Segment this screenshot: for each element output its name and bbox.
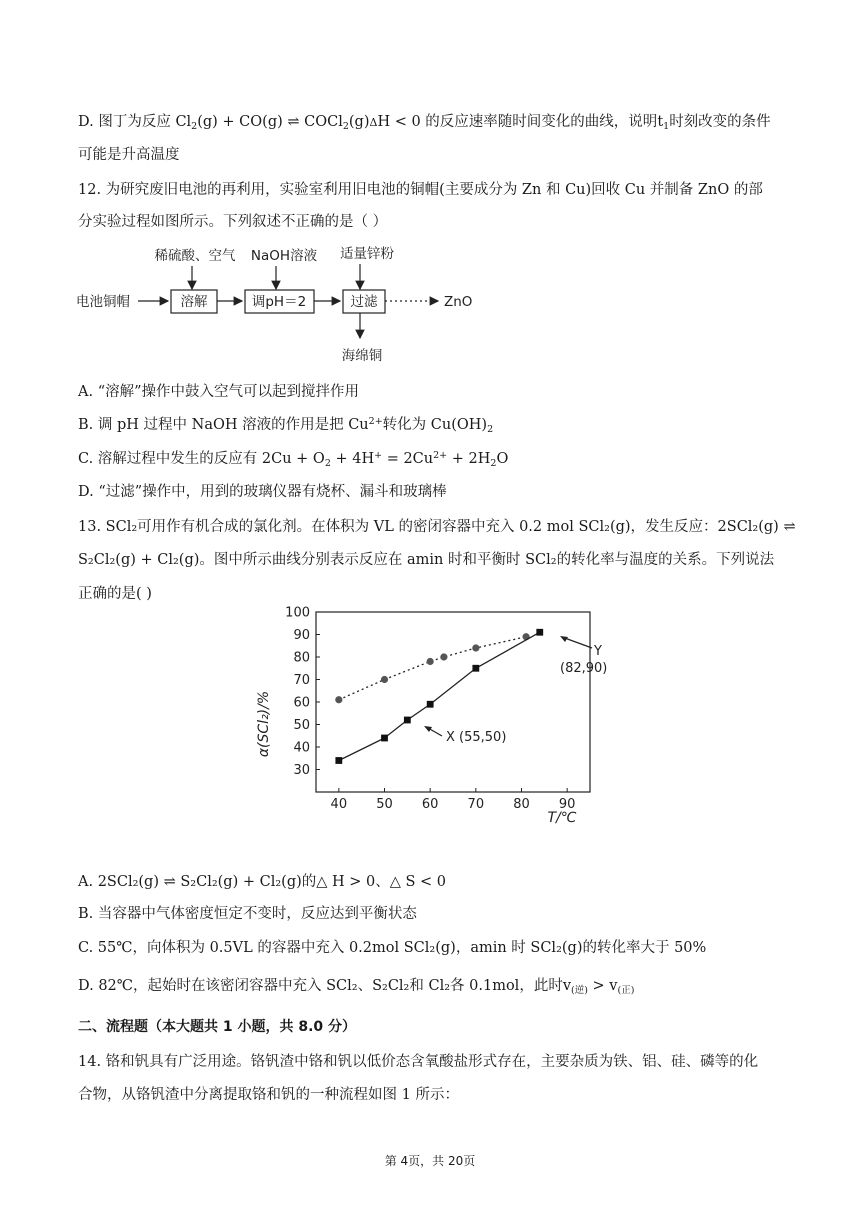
y-tick-label: 100 (285, 605, 310, 621)
amin-point (404, 717, 411, 724)
annotation-y: Y (594, 644, 602, 659)
annotation-y-arrowhead (560, 636, 568, 642)
q12-option-a: A. “溶解”操作中鼓入空气可以起到搅拌作用 (78, 384, 360, 400)
section-heading: 二、流程题（本大题共 1 小题，共 8.0 分） (78, 1019, 357, 1035)
y-tick-label: 50 (293, 718, 310, 733)
q13-stem-line2: S₂Cl₂(g) + Cl₂(g)。图中所示曲线分别表示反应在 amin 时和平衡时 SCl₂的转化率与温度的关系。下列说法 (78, 552, 775, 568)
y-tick-label: 40 (293, 740, 310, 756)
amin-point (335, 757, 342, 764)
q11-optd-mid: 的反应速率随时间变化的曲线，说明 (420, 114, 658, 130)
equilibrium-series-line (339, 637, 526, 700)
q12-optc-mid1: + 4H (330, 451, 375, 467)
chart-ylabel: α(SCl₂)/% (256, 690, 272, 758)
x-tick-label: 50 (376, 797, 393, 812)
equilibrium-point (335, 696, 342, 703)
flow-reagent-3: 适量锌粉 (340, 246, 394, 262)
q11-option-d: D. 图丁为反应 $Cl_2(g) + CO(g)$ ⇌ COCl$_2$(g)ΔH < 0 的反应速率随时间变化的曲线，说明$t_1$时刻改变的条件 (78, 114, 771, 132)
q11-optd-post: 时刻改变的条件 (669, 114, 771, 130)
q14-stem-line1: 14. 铬和钒具有广泛用途。铬钒渣中铬和钒以低价态含氧酸盐形式存在，主要杂质为铁、铝、硅、磷等的化 (78, 1054, 759, 1070)
amin-point (381, 735, 388, 742)
q12-optc-mid3: + 2H (447, 451, 491, 467)
annotation-x: X (55,50) (446, 730, 507, 745)
flow-step-1: 溶解 (180, 294, 208, 310)
plot-frame (316, 612, 590, 792)
y-tick-label: 30 (293, 763, 310, 778)
x-tick-label: 80 (513, 797, 530, 812)
q12-optc-end: O (496, 451, 509, 467)
x-tick-label: 60 (421, 797, 439, 812)
x-tick-label: 70 (467, 797, 485, 812)
q13-option-a: A. 2SCl₂(g) ⇌ S₂Cl₂(g) + Cl₂(g)的△ H > 0、△ S < 0 (78, 874, 447, 890)
y-tick-label: 60 (293, 695, 310, 711)
flow-input: 电池铜帽 (76, 294, 130, 310)
q12-optc-pre: C. 溶解过程中发生的反应有 2Cu + O (78, 451, 325, 467)
equilibrium-point (440, 653, 447, 660)
page-footer: 第 4页，共 20页 (384, 1154, 476, 1168)
q13-option-c: C. 55℃，向体积为 0.5VL 的容器中充入 0.2mol SCl₂(g)，amin 时 SCl₂(g)的转化率大于 50% (78, 940, 707, 956)
flow-byproduct: 海绵铜 (341, 348, 383, 364)
annotation-x-arrowhead (424, 726, 432, 732)
q12-optc-mid2: = 2Cu (382, 451, 434, 467)
x-tick-label: 40 (330, 797, 348, 812)
q12-stem-line1: 12. 为研究废旧电池的再利用，实验室利用旧电池的铜帽(主要成分为 Zn 和 Cu)回收 Cu 并制备 ZnO 的部 (78, 182, 763, 198)
q12-option-b: B. 调 pH 过程中 NaOH 溶液的作用是把 $Cu^{2+}$转化为 $Cu(OH)_2$ (78, 416, 494, 435)
q13-stem-line3: 正确的是( ) (78, 586, 152, 602)
q12-optb-post: 转化为 Cu(OH) (382, 417, 488, 433)
flow-reagent-1: 稀硫酸、空气 (154, 248, 236, 264)
amin-point (472, 665, 479, 672)
flow-reagent-2: NaOH溶液 (250, 248, 318, 264)
equilibrium-point (472, 644, 479, 651)
q11-option-d-line2: 可能是升高温度 (78, 147, 180, 163)
x-tick-label: 90 (558, 797, 576, 812)
q12-optb-pre: B. 调 pH 过程中 NaOH 溶液的作用是把 Cu (78, 417, 369, 433)
q12-flow-diagram (70, 240, 520, 368)
amin-series-line (339, 632, 540, 760)
q14-stem-line2: 合物，从铬钒渣中分离提取铬和钒的一种流程如图 1 所示： (78, 1087, 459, 1103)
q13-optd-sub2: (正) (617, 985, 635, 996)
flow-step-2: 调pH＝2 (251, 294, 307, 310)
q13-optd-mid: > v (587, 978, 618, 994)
q13-option-b: B. 当容器中气体密度恒定不变时，反应达到平衡状态 (78, 906, 417, 922)
q12-option-d: D. “过滤”操作中，用到的玻璃仪器有烧杯、漏斗和玻璃棒 (78, 484, 447, 500)
q12-stem-line2: 分实验过程如图所示。下列叙述不正确的是（ ） (78, 214, 388, 230)
q13-stem-line1: 13. SCl₂可用作有机合成的氯化剂。在体积为 VL 的密闭容器中充入 0.2 mol SCl₂(g)，发生反应：2SCl₂(g) ⇌ (78, 519, 796, 535)
q11-optd-pre: D. 图丁为反应 (78, 114, 176, 130)
amin-point (536, 629, 543, 636)
q13-option-d (78, 976, 790, 996)
flow-step-3: 过滤 (350, 294, 378, 310)
q13-optd-sub1: (逆) (571, 985, 588, 996)
annotation-y-coord: (82,90) (560, 661, 608, 676)
y-tick-label: 90 (293, 628, 310, 643)
y-tick-label: 70 (293, 673, 310, 688)
q12-option-c: C. 溶解过程中发生的反应有 $2Cu + O_2 + 4H^+ = 2Cu^{2+} + 2H_2O$ (78, 450, 509, 469)
y-tick-label: 80 (293, 650, 310, 666)
flow-product: ZnO (444, 294, 473, 310)
chart-xlabel: T/℃ (547, 810, 577, 826)
q13-optd-pre: D. 82℃，起始时在该密闭容器中充入 SCl₂、S₂Cl₂和 Cl₂各 0.1mol，此时v (78, 978, 572, 994)
equilibrium-point (381, 676, 388, 683)
conversion-chart (250, 600, 610, 840)
equilibrium-point (427, 658, 434, 665)
amin-point (427, 701, 434, 708)
